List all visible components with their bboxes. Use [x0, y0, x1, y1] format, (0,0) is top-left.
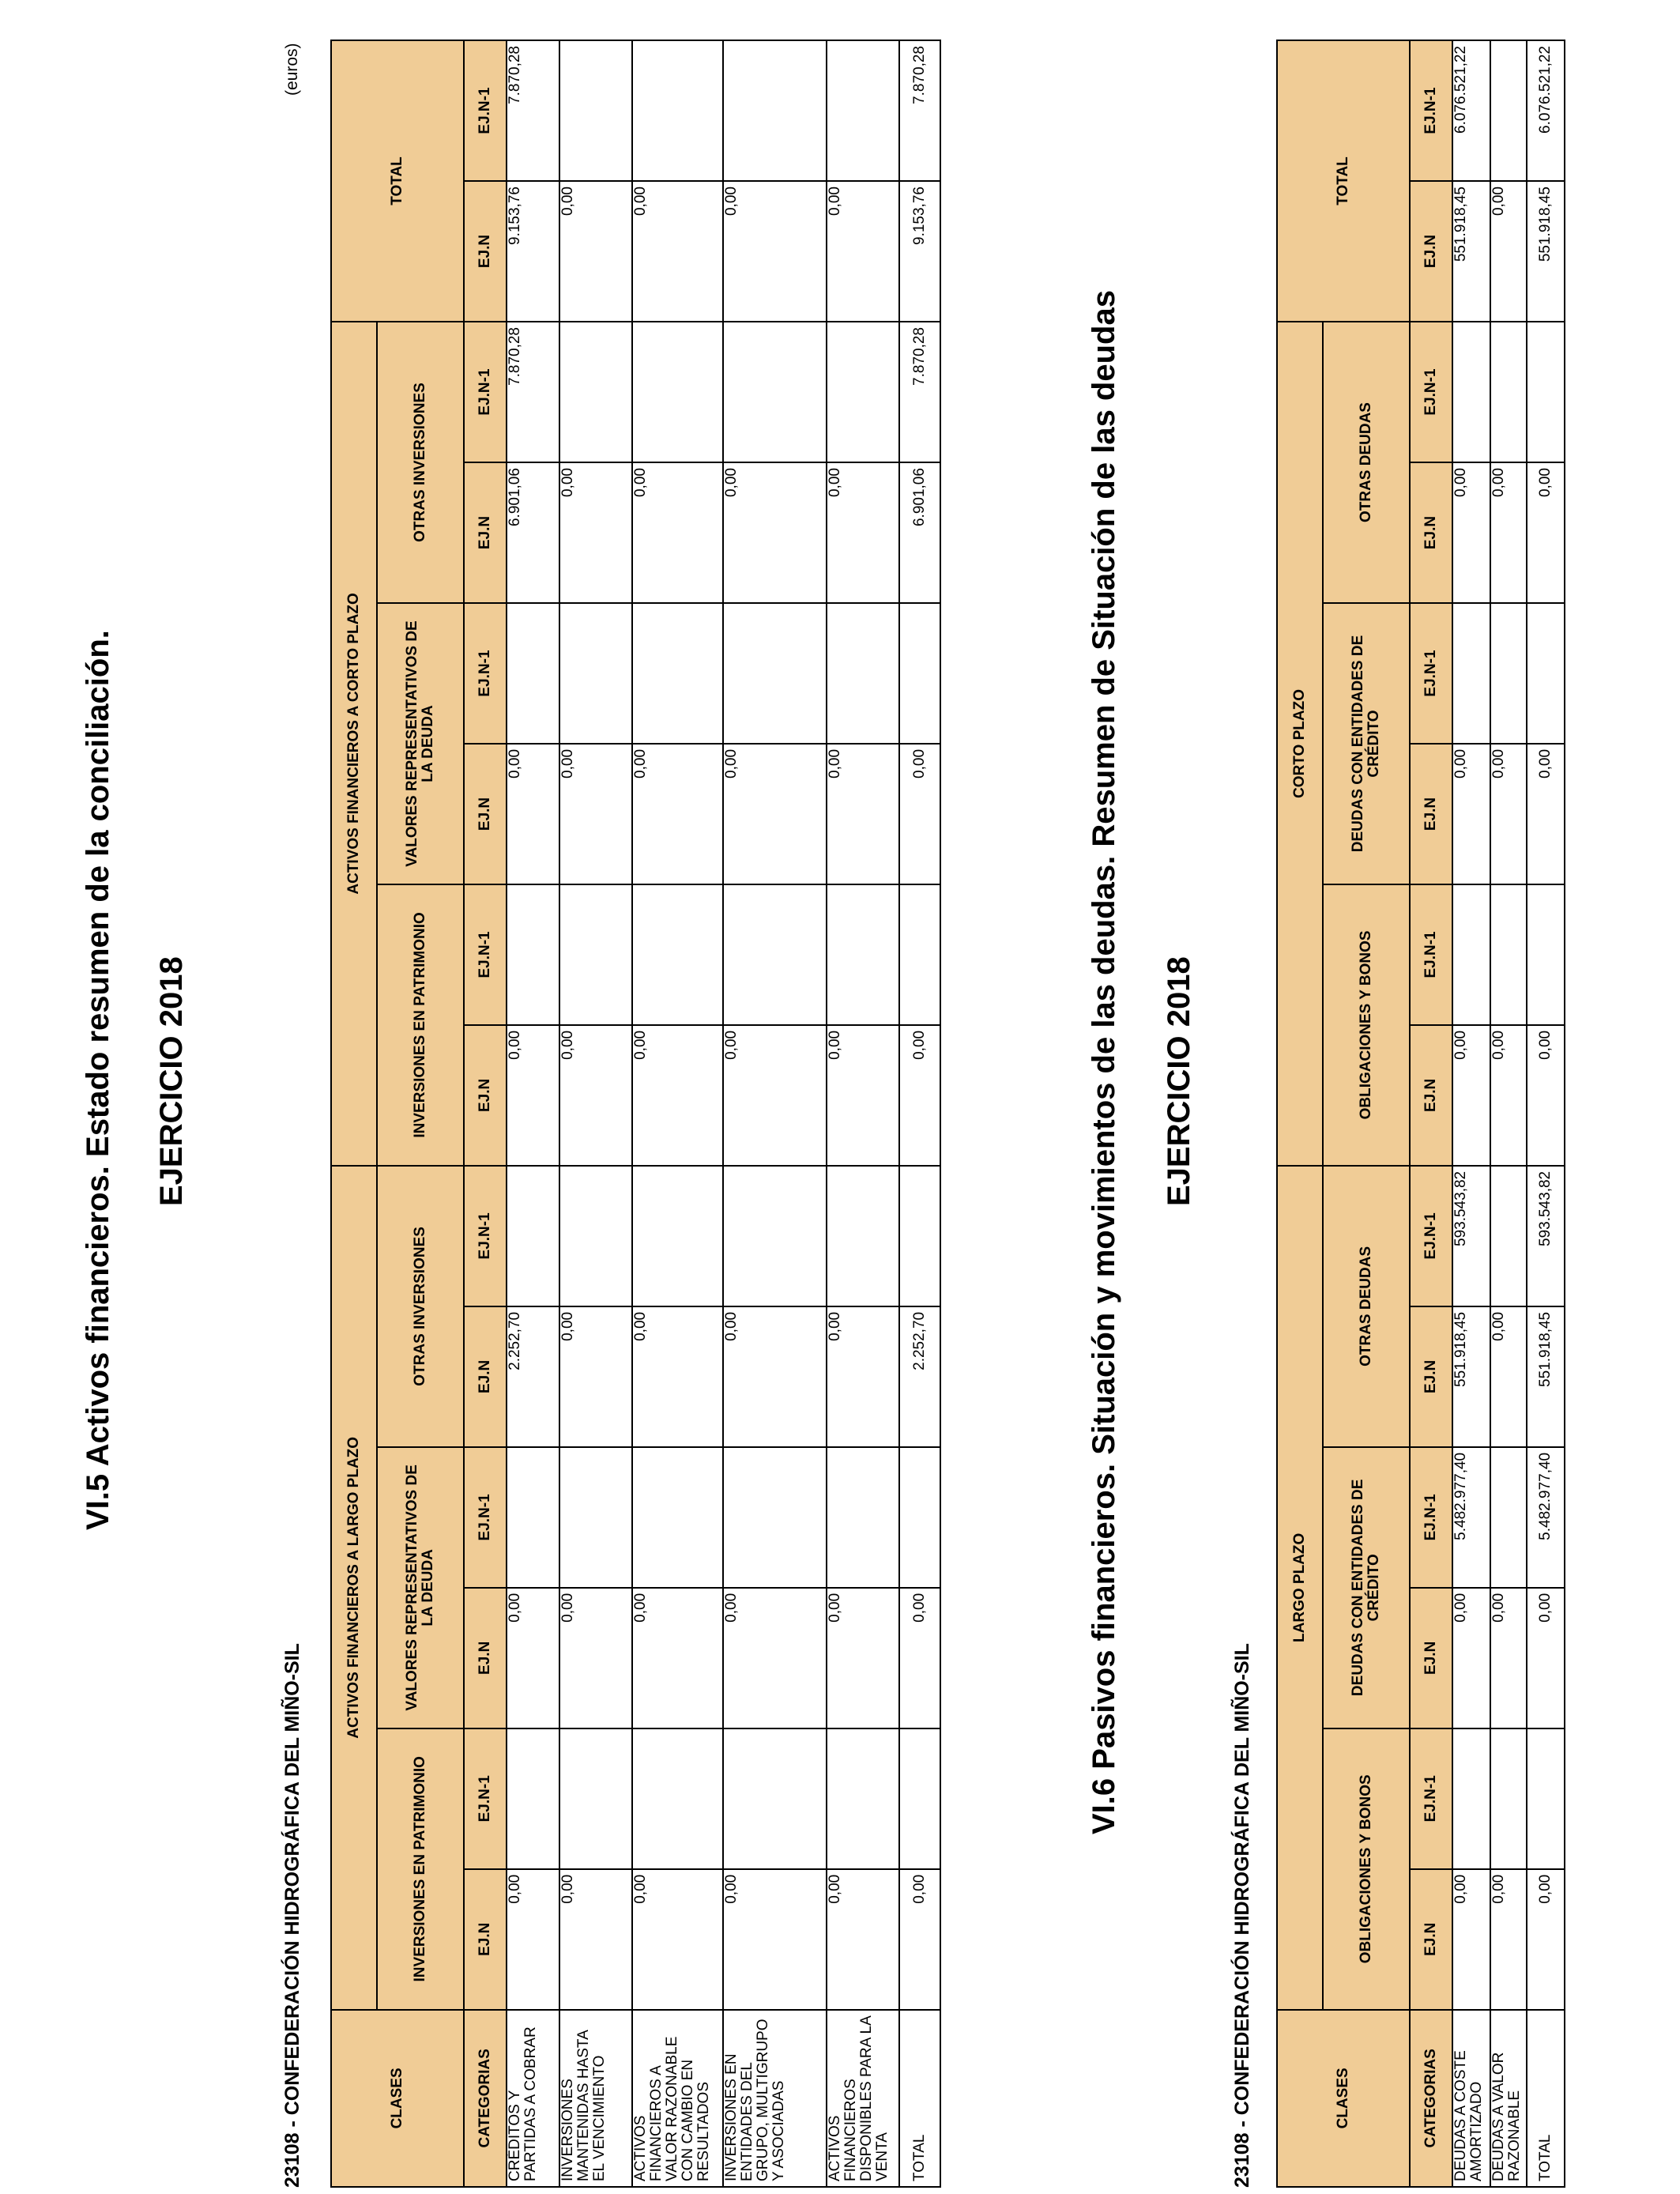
value-cell: 9.153,76 [899, 181, 940, 322]
value-cell: 593.543,82 [1527, 1166, 1565, 1306]
value-cell: 2.252,70 [507, 1306, 559, 1447]
ej-n1-header: EJ.N-1 [464, 40, 507, 181]
value-cell: 5.482.977,40 [1527, 1447, 1565, 1588]
value-cell: 0,00 [1527, 462, 1565, 603]
ej-n1-header: EJ.N-1 [1410, 40, 1452, 181]
value-cell: 0,00 [559, 181, 632, 322]
value-cell: 551.918,45 [1527, 1306, 1565, 1447]
value-cell: 0,00 [827, 1306, 899, 1447]
value-cell: 0,00 [827, 1025, 899, 1166]
value-cell [1452, 322, 1490, 462]
group-header: OTRAS INVERSIONES [377, 322, 464, 603]
value-cell [1527, 603, 1565, 744]
ej-n1-header: EJ.N-1 [1410, 603, 1452, 744]
table-row [632, 40, 723, 2187]
value-cell [1452, 1728, 1490, 1869]
value-cell: 0,00 [559, 1025, 632, 1166]
value-cell [632, 603, 723, 744]
value-cell: 0,00 [1452, 1025, 1490, 1166]
value-cell: 0,00 [1490, 1306, 1527, 1447]
value-cell [827, 1447, 899, 1588]
value-cell [1490, 322, 1527, 462]
value-cell [1452, 884, 1490, 1025]
value-cell: 0,00 [723, 744, 827, 884]
largo-plazo-header: LARGO PLAZO [1277, 1166, 1323, 2010]
activos-table [330, 40, 941, 2188]
value-cell: 0,00 [723, 1588, 827, 1728]
value-cell [1490, 40, 1527, 181]
ej-n1-header: EJ.N-1 [464, 1166, 507, 1306]
table-row [899, 40, 940, 2187]
value-cell [827, 322, 899, 462]
value-cell: 0,00 [507, 1025, 559, 1166]
value-cell [899, 1447, 940, 1588]
value-cell: 0,00 [632, 181, 723, 322]
table-row [723, 40, 827, 2187]
category-cell: ACTIVOS FINANCIEROS DISPONIBLES PARA LA VENTA [827, 2010, 899, 2187]
ej-n1-header: EJ.N-1 [464, 1447, 507, 1588]
value-cell [899, 603, 940, 744]
value-cell [559, 1166, 632, 1306]
group-header: OTRAS DEUDAS [1323, 322, 1410, 603]
value-cell: 0,00 [1490, 1588, 1527, 1728]
value-cell: 0,00 [723, 1869, 827, 2010]
value-cell [632, 1166, 723, 1306]
table-row [1490, 40, 1527, 2187]
value-cell: 0,00 [559, 1588, 632, 1728]
group-header: INVERSIONES EN PATRIMONIO [377, 884, 464, 1166]
value-cell [827, 40, 899, 181]
value-cell: 0,00 [1527, 1869, 1565, 2010]
value-cell [507, 884, 559, 1025]
group-header: DEUDAS CON ENTIDADES DE CRÉDITO [1323, 603, 1410, 884]
group-header: OBLIGACIONES Y BONOS [1323, 884, 1410, 1166]
value-cell [899, 1166, 940, 1306]
unit-label: (euros) [283, 43, 301, 96]
value-cell: 0,00 [827, 462, 899, 603]
category-cell: DEUDAS A COSTE AMORTIZADO [1452, 2010, 1490, 2187]
table-row [1452, 40, 1490, 2187]
value-cell: 0,00 [827, 1869, 899, 2010]
value-cell: 0,00 [1490, 1025, 1527, 1166]
group-header: VALORES REPRESENTATIVOS DE LA DEUDA [377, 1447, 464, 1728]
value-cell: 0,00 [1490, 1869, 1527, 2010]
category-cell: CRÉDITOS Y PARTIDAS A COBRAR [507, 2010, 559, 2187]
value-cell: 5.482.977,40 [1452, 1447, 1490, 1588]
ej-n1-header: EJ.N-1 [1410, 1728, 1452, 1869]
value-cell [632, 884, 723, 1025]
ej-n-header: EJ.N [1410, 744, 1452, 884]
value-cell: 0,00 [1452, 462, 1490, 603]
value-cell: 0,00 [632, 744, 723, 884]
value-cell [559, 1728, 632, 1869]
value-cell: 0,00 [1490, 744, 1527, 884]
value-cell [1490, 603, 1527, 744]
value-cell [1527, 884, 1565, 1025]
category-cell: ACTIVOS FINANCIEROS A VALOR RAZONABLE CON CAMBIO EN RESULTADOS [632, 2010, 723, 2187]
value-cell: 0,00 [559, 1869, 632, 2010]
value-cell: 0,00 [507, 1588, 559, 1728]
value-cell: 0,00 [723, 1306, 827, 1447]
value-cell [1527, 322, 1565, 462]
ej-n-header: EJ.N [464, 744, 507, 884]
value-cell [507, 603, 559, 744]
value-cell: 593.543,82 [1452, 1166, 1490, 1306]
value-cell: 7.870,28 [507, 40, 559, 181]
value-cell [1527, 1728, 1565, 1869]
value-cell: 0,00 [632, 462, 723, 603]
value-cell [632, 1447, 723, 1588]
value-cell: 0,00 [632, 1306, 723, 1447]
value-cell: 0,00 [723, 1025, 827, 1166]
value-cell: 0,00 [1527, 1025, 1565, 1166]
value-cell: 0,00 [1490, 181, 1527, 322]
ej-n1-header: EJ.N-1 [464, 1728, 507, 1869]
ej-n1-header: EJ.N-1 [464, 322, 507, 462]
value-cell [723, 322, 827, 462]
value-cell: 0,00 [899, 1588, 940, 1728]
value-cell [559, 40, 632, 181]
ej-n-header: EJ.N [1410, 1588, 1452, 1728]
pasivos-entity: 23108 - CONFEDERACIÓN HIDROGRÁFICA DEL MIÑO-SIL [1231, 1643, 1253, 2188]
value-cell [723, 1447, 827, 1588]
category-cell: TOTAL [899, 2010, 940, 2187]
value-cell [723, 884, 827, 1025]
ej-n1-header: EJ.N-1 [1410, 1447, 1452, 1588]
group-header: DEUDAS CON ENTIDADES DE CRÉDITO [1323, 1447, 1410, 1728]
value-cell [1490, 1447, 1527, 1588]
value-cell: 0,00 [1452, 744, 1490, 884]
value-cell [1452, 603, 1490, 744]
value-cell [1490, 1728, 1527, 1869]
group-header: OTRAS DEUDAS [1323, 1166, 1410, 1447]
value-cell: 0,00 [1452, 1869, 1490, 2010]
value-cell [723, 1728, 827, 1869]
value-cell: 0,00 [827, 181, 899, 322]
group-header: VALORES REPRESENTATIVOS DE LA DEUDA [377, 603, 464, 884]
value-cell: 0,00 [899, 1025, 940, 1166]
value-cell: 0,00 [723, 181, 827, 322]
categorias-header: CATEGORIAS [1410, 2010, 1452, 2187]
value-cell: 0,00 [1452, 1588, 1490, 1728]
value-cell [723, 40, 827, 181]
value-cell: 2.252,70 [899, 1306, 940, 1447]
value-cell: 7.870,28 [899, 40, 940, 181]
value-cell: 0,00 [632, 1869, 723, 2010]
clases-header: CLASES [1277, 2010, 1410, 2187]
value-cell: 9.153,76 [507, 181, 559, 322]
value-cell: 551.918,45 [1452, 1306, 1490, 1447]
value-cell [723, 603, 827, 744]
activos-entity: 23108 - CONFEDERACIÓN HIDROGRÁFICA DEL MIÑO-SIL [281, 1643, 303, 2188]
total-header: TOTAL [331, 40, 464, 322]
activos-title: VI.5 Activos financieros. Estado resumen de la conciliación. [81, 630, 115, 1530]
ej-n1-header: EJ.N-1 [1410, 322, 1452, 462]
value-cell: 0,00 [507, 744, 559, 884]
value-cell: 551.918,45 [1452, 181, 1490, 322]
value-cell [899, 884, 940, 1025]
largo-plazo-header: ACTIVOS FINANCIEROS A LARGO PLAZO [331, 1166, 377, 2010]
value-cell: 0,00 [827, 1588, 899, 1728]
value-cell [507, 1166, 559, 1306]
ej-n-header: EJ.N [1410, 1025, 1452, 1166]
pasivos-table [1276, 40, 1565, 2188]
value-cell [827, 1728, 899, 1869]
value-cell: 0,00 [899, 744, 940, 884]
ej-n-header: EJ.N [464, 1025, 507, 1166]
value-cell: 0,00 [899, 1869, 940, 2010]
ej-n1-header: EJ.N-1 [464, 884, 507, 1025]
table-row [1527, 40, 1565, 2187]
table-row [507, 40, 559, 2187]
value-cell: 551.918,45 [1527, 181, 1565, 322]
ej-n-header: EJ.N [464, 1869, 507, 2010]
value-cell: 0,00 [1490, 462, 1527, 603]
category-cell: DEUDAS A VALOR RAZONABLE [1490, 2010, 1527, 2187]
value-cell: 0,00 [1527, 744, 1565, 884]
value-cell: 6.076.521,22 [1527, 40, 1565, 181]
value-cell [723, 1166, 827, 1306]
pasivos-ejercicio: EJERCICIO 2018 [1162, 956, 1196, 1206]
ej-n-header: EJ.N [1410, 462, 1452, 603]
value-cell [507, 1447, 559, 1588]
value-cell [559, 322, 632, 462]
ej-n1-header: EJ.N-1 [1410, 1166, 1452, 1306]
value-cell [827, 884, 899, 1025]
corto-plazo-header: ACTIVOS FINANCIEROS A CORTO PLAZO [331, 322, 377, 1166]
value-cell [559, 884, 632, 1025]
ej-n-header: EJ.N [464, 1588, 507, 1728]
table-row [827, 40, 899, 2187]
ej-n-header: EJ.N [464, 1306, 507, 1447]
ej-n-header: EJ.N [1410, 1869, 1452, 2010]
value-cell: 0,00 [559, 462, 632, 603]
value-cell: 6.901,06 [507, 462, 559, 603]
category-cell: INVERSIONES MANTENIDAS HASTA EL VENCIMIENTO [559, 2010, 632, 2187]
value-cell: 7.870,28 [899, 322, 940, 462]
total-header: TOTAL [1277, 40, 1410, 322]
ej-n1-header: EJ.N-1 [1410, 884, 1452, 1025]
ej-n1-header: EJ.N-1 [464, 603, 507, 744]
corto-plazo-header: CORTO PLAZO [1277, 322, 1323, 1166]
value-cell: 7.870,28 [507, 322, 559, 462]
value-cell [632, 322, 723, 462]
value-cell: 0,00 [1527, 1588, 1565, 1728]
value-cell [559, 603, 632, 744]
group-header: INVERSIONES EN PATRIMONIO [377, 1728, 464, 2010]
pasivos-title: VI.6 Pasivos financieros. Situación y movimientos de las deudas. Resumen de Situación de las deudas [1087, 290, 1121, 1834]
value-cell: 0,00 [827, 744, 899, 884]
value-cell [507, 1728, 559, 1869]
group-header: OBLIGACIONES Y BONOS [1323, 1728, 1410, 2010]
group-header: OTRAS INVERSIONES [377, 1166, 464, 1447]
value-cell: 0,00 [632, 1588, 723, 1728]
value-cell [1490, 884, 1527, 1025]
value-cell [1490, 1166, 1527, 1306]
ej-n-header: EJ.N [464, 462, 507, 603]
ej-n-header: EJ.N [464, 181, 507, 322]
value-cell: 0,00 [723, 462, 827, 603]
category-cell: TOTAL [1527, 2010, 1565, 2187]
value-cell: 6.076.521,22 [1452, 40, 1490, 181]
ej-n-header: EJ.N [1410, 1306, 1452, 1447]
table-row [559, 40, 632, 2187]
value-cell: 6.901,06 [899, 462, 940, 603]
value-cell [899, 1728, 940, 1869]
category-cell: INVERSIONES EN ENTIDADES DEL GRUPO, MULTIGRUPO Y ASOCIADAS [723, 2010, 827, 2187]
value-cell [632, 1728, 723, 1869]
activos-ejercicio: EJERCICIO 2018 [154, 956, 189, 1206]
value-cell: 0,00 [559, 1306, 632, 1447]
value-cell [827, 1166, 899, 1306]
value-cell: 0,00 [632, 1025, 723, 1166]
value-cell: 0,00 [507, 1869, 559, 2010]
value-cell [559, 1447, 632, 1588]
clases-header: CLASES [331, 2010, 464, 2187]
value-cell [827, 603, 899, 744]
ej-n-header: EJ.N [1410, 181, 1452, 322]
value-cell [632, 40, 723, 181]
value-cell: 0,00 [559, 744, 632, 884]
categorias-header: CATEGORIAS [464, 2010, 507, 2187]
